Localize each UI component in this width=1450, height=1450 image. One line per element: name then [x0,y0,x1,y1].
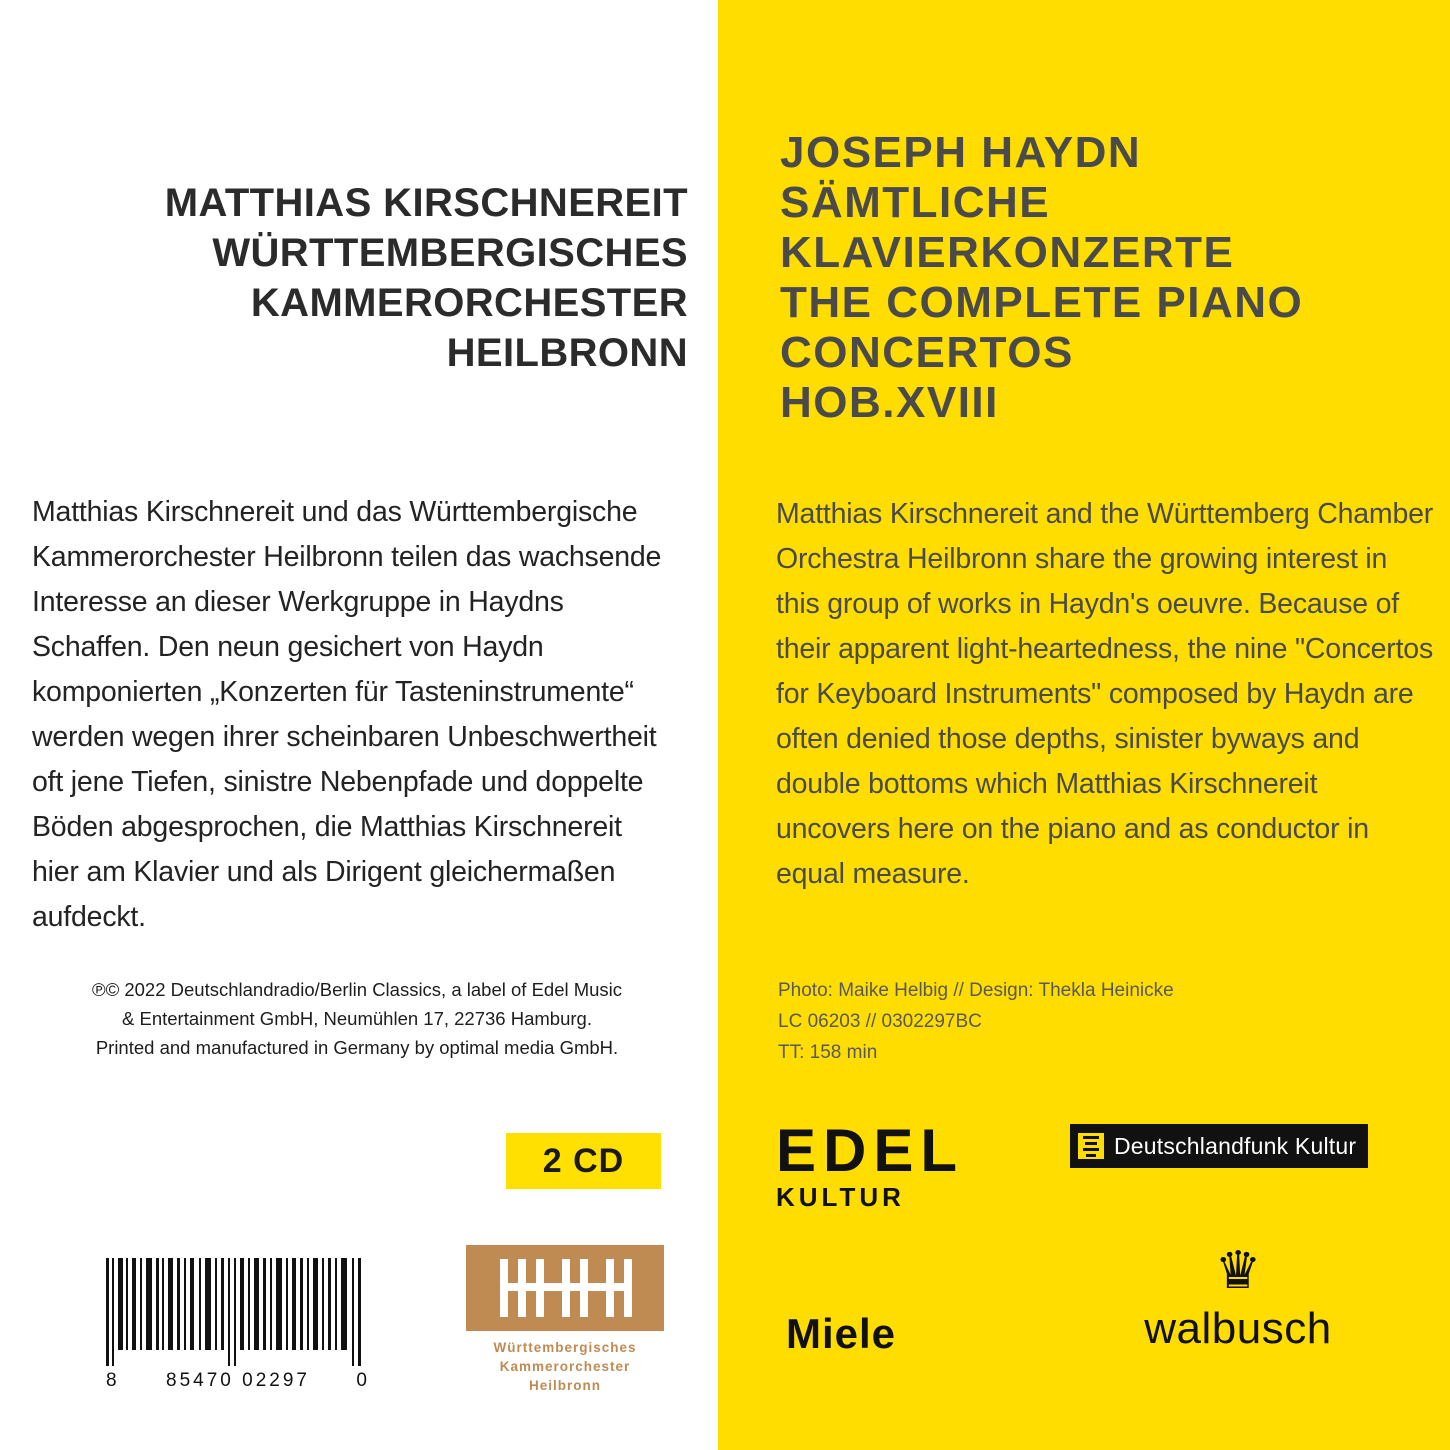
format-badge-label: 2 CD [542,1141,625,1180]
right-panel-english [718,0,1450,1450]
edel-wordmark: EDEL [776,1117,965,1184]
barcode-digit-main: 85470 02297 [166,1370,310,1391]
credit-line-catalog: LC 06203 // 0302297BC [778,1011,982,1032]
left-panel-german [0,0,718,1450]
miele-logo: Miele [786,1310,897,1357]
title-line-1: JOSEPH HAYDN [780,128,1142,177]
legal-line-1: ℗© 2022 Deutschlandradio/Berlin Classics, a label of Edel Music [91,979,623,1000]
credits-block [778,975,1438,1068]
legal-notice-german [42,975,672,1062]
format-badge [506,1133,661,1189]
barcode-bars-icon [104,1258,372,1366]
walbusch-logo [1104,1242,1372,1354]
legal-line-2: & Entertainment GmbH, Neumühlen 17, 22736 Hamburg. [122,1008,592,1029]
credit-line-photo-design: Photo: Maike Helbig // Design: Thekla Heinicke [778,980,1174,1001]
barcode-digit-first: 8 [106,1370,120,1391]
title-line-5: CONCERTOS [780,328,1074,377]
deutschlandfunk-kultur-label: Deutschlandfunk Kultur [1114,1132,1357,1159]
artist-block [128,178,688,378]
barcode [104,1258,372,1392]
wko-text-line-2: Kammerorchester [499,1359,631,1374]
title-line-2: SÄMTLICHE [780,178,1051,227]
legal-line-3: Printed and manufactured in Germany by optimal media GmbH. [95,1037,619,1058]
barcode-digits [104,1370,372,1392]
deutschlandfunk-mark-icon [1078,1133,1104,1159]
description-german: Matthias Kirschnereit und das Württembergische Kammerorchester Heilbronn teilen das wachsende Interesse an dieser Werkgruppe in Haydns Schaffen. Den neun gesichert von Haydn komponierten „Konzerten für Tasteninstrumente“ werden wegen ihrer scheinbaren Unbeschwertheit oft jene Tiefen, sinistre Nebenpfade und doppelte Böden abgesprochen, die Matthias Kirschnereit hier am Klavier und als Dirigent gleichermaßen aufdeckt. [32,496,662,933]
wko-monogram-icon [466,1245,664,1331]
wko-logo-text [466,1338,664,1395]
deutschlandfunk-kultur-logo [1070,1124,1368,1168]
wko-text-line-1: Württembergisches [493,1340,637,1355]
crown-icon: ♛ [1214,1242,1262,1300]
album-title-block [780,128,1440,428]
edel-sub-label: KULTUR [776,1182,905,1212]
edel-kultur-logo [776,1117,1066,1213]
artist-line-1: MATTHIAS KIRSCHNEREIT [164,181,688,225]
title-line-4: THE COMPLETE PIANO [780,278,1304,327]
wko-text-line-3: Heilbronn [529,1378,601,1393]
artist-line-4: HEILBRONN [446,331,688,375]
title-line-3: KLAVIERKONZERTE [780,228,1235,277]
artist-line-3: KAMMERORCHESTER [250,281,688,325]
walbusch-wordmark: walbusch [1144,1304,1332,1353]
title-line-6: HOB.XVIII [780,378,999,427]
barcode-digit-last: 0 [356,1370,370,1391]
wko-logo [466,1245,664,1395]
credit-line-total-time: TT: 158 min [778,1042,878,1063]
artist-line-2: WÜRTTEMBERGISCHES [212,231,688,275]
description-english: Matthias Kirschnereit and the Württemberg Chamber Orchestra Heilbronn share the growing interest in this group of works in Haydn's oeuvre. Because of their apparent light-heartedness, the nine "Concertos for Keyboard Instruments" composed by Haydn are often denied those depths, sinister byways and double bottoms which Matthias Kirschnereit uncovers here on the piano and as conductor in equal measure. [776,498,1434,890]
